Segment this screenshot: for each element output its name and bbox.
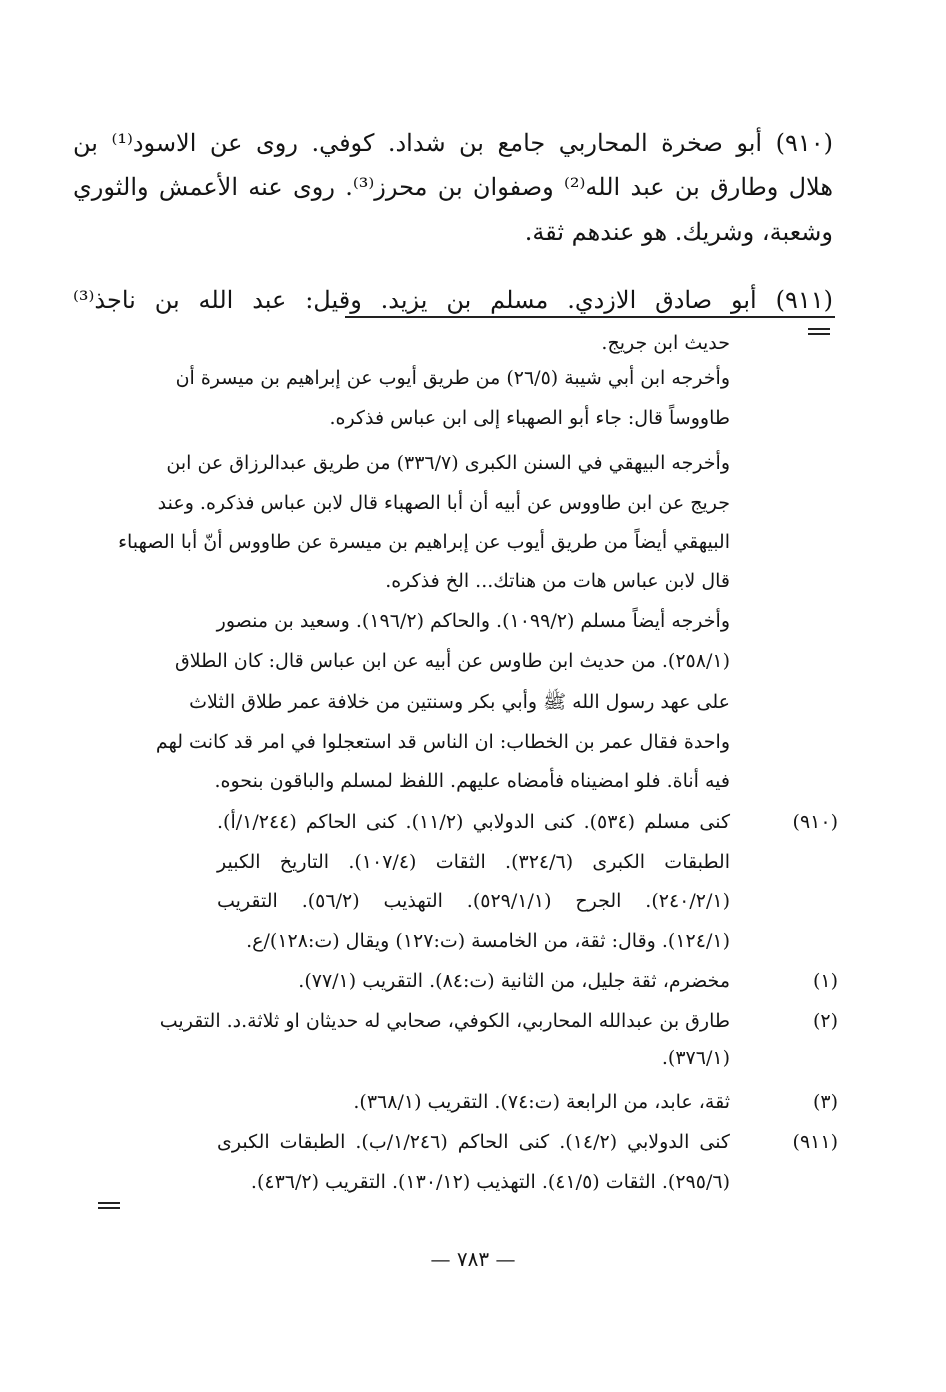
entry-910-line-3: وشعبة، وشريك. هو عندهم ثقة. [524, 218, 833, 246]
footnote-continuation-line: جريج عن ابن طاووس عن أبيه أن أبا الصهباء قال لابن عباس فذكره. وعند [157, 492, 730, 514]
footnote-911-line: كنى الدولابي (١٤/٢). كنى الحاكم (١/٢٤٦/ب). الطبقات الكبرى [217, 1131, 730, 1153]
footnote-continuation-line: قال لابن عباس هات من هناتك... الخ فذكره. [385, 570, 730, 592]
footnote-1-line: مخضرم، ثقة جليل، من الثانية (ت:٨٤). التقريب (٧٧/١). [298, 970, 730, 992]
footnote-continuation-line: وأخرجه أيضاً مسلم (١٠٩٩/٢). والحاكم (١٩٦/٢). وسعيد بن منصور [216, 610, 730, 632]
footnote-continuation-line: على عهد رسول الله ﷺ وأبي بكر وسنتين من خلافة عمر طلاق الثلاث [189, 691, 730, 713]
footnote-910-line: كنى مسلم (٥٣٤). كنى الدولابي (١١/٢). كنى الحاكم (١/٢٤٤/أ). [217, 811, 730, 833]
end-mark [98, 1202, 120, 1209]
footnote-911-label: (٩١١) [792, 1131, 838, 1153]
footnote-910-line: الطبقات الكبرى (٣٢٤/٦). الثقات (١٠٧/٤). التاريخ الكبير [217, 851, 730, 873]
footnote-continuation-line: وأخرجه البيهقي في السنن الكبرى (٣٣٦/٧) من طريق عبدالرزاق عن ابن [166, 452, 730, 474]
footnote-1-label: (١) [812, 970, 838, 992]
entry-910-line-1: (٩١٠) أبو صخرة المحاربي جامع بن شداد. كوفي. روى عن الاسود⁽¹⁾ بن [73, 129, 833, 157]
entry-910-line-2: هلال وطارق بن عبد الله⁽²⁾ وصفوان بن محرز⁽³⁾. روى عنه الأعمش والثوري [73, 173, 834, 201]
footnote-3-label: (٣) [812, 1091, 838, 1113]
page-number: — ٧٨٣ — [430, 1247, 516, 1271]
footnote-3-line: ثقة، عابد، من الرابعة (ت:٧٤). التقريب (٣٦٨/١). [353, 1091, 730, 1113]
footnote-910-label: (٩١٠) [792, 811, 838, 833]
footnote-910-line: (٢٤٠/٢/١). الجرح (٥٢٩/١/١). التهذيب (٥٦/٢). التقريب [217, 890, 730, 912]
entry-911-line: (٩١١) أبو صادق الازدي. مسلم بن يزيد. وقيل: عبد الله بن ناجذ⁽³⁾ [73, 286, 833, 314]
footnote-continuation-line: فيه أناة. فلو امضيناه فأمضاه عليهم. اللفظ لمسلم والباقون بنحوه. [214, 770, 730, 792]
footnote-continuation-line: واحدة فقال عمر بن الخطاب: ان الناس قد استعجلوا في امر قد كانت لهم [155, 731, 730, 753]
footnote-911-line: (٢٩٥/٦). الثقات (٤١/٥). التهذيب (١٣٠/١٢). التقريب (٤٣٦/٢). [250, 1171, 730, 1193]
footnote-continuation-line: وأخرجه ابن أبي شيبة (٢٦/٥) من طريق أيوب عن إبراهيم بن ميسرة أن [175, 367, 730, 389]
footnote-2-line: طارق بن عبدالله المحاربي، الكوفي، صحابي له حديثان او ثلاثة.د. التقريب [159, 1010, 730, 1032]
footnote-separator [345, 316, 835, 318]
footnote-continuation-line: البيهقي أيضاً من طريق أيوب عن إبراهيم بن ميسرة عن طاووس أنّ أبا الصهباء [118, 531, 730, 553]
continuation-mark [808, 328, 830, 335]
footnote-910-line: (١٢٤/١). وقال: ثقة، من الخامسة (ت:١٢٧) ويقال (ت:١٢٨)/ع. [246, 930, 730, 952]
footnote-continuation-line: حديث ابن جريج. [601, 332, 730, 354]
footnote-continuation-line: طاووساً قال: جاء أبو الصهباء إلى ابن عباس فذكره. [329, 407, 730, 429]
footnote-2-label: (٢) [812, 1010, 838, 1032]
footnote-continuation-line: (٢٥٨/١). من حديث ابن طاوس عن أبيه عن ابن عباس قال: كان الطلاق [175, 650, 730, 672]
footnote-2-line: (٣٧٦/١). [661, 1047, 730, 1069]
